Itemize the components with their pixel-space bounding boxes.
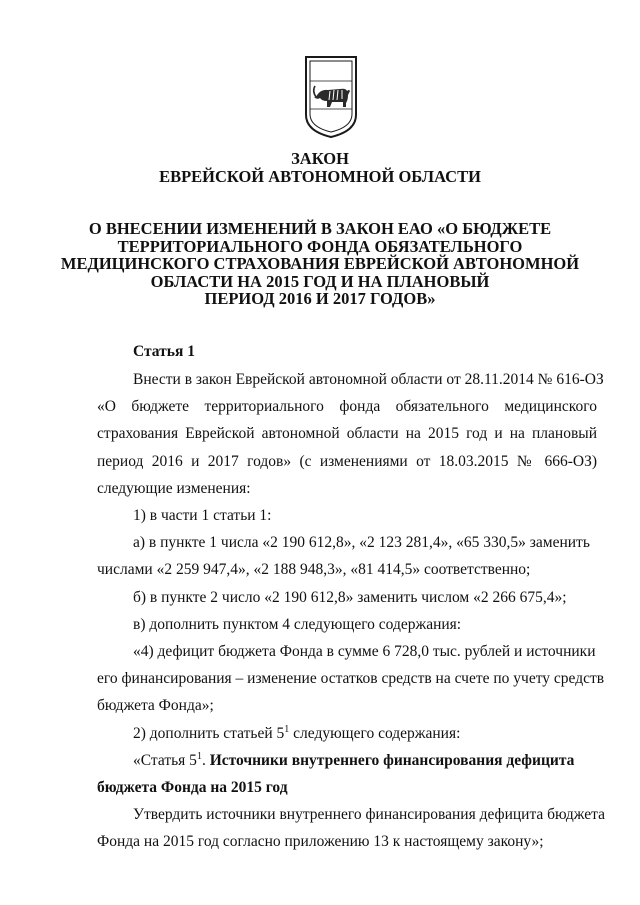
doc-type: ЗАКОН [291,149,349,168]
paragraph-line: в) дополнить пунктом 4 следующего содержания: [133,615,462,633]
paragraph-line: 1) в части 1 статьи 1: [133,507,272,525]
new-article-title-continued: бюджета Фонда на 2015 год [97,779,288,797]
new-article-label-dot: . [201,751,210,769]
new-article-heading-line [97,747,597,774]
paragraph-line: «4) дефицит бюджета Фонда в сумме 6 728,0 тыс. рублей и источники [133,643,596,661]
paragraph-line: бюджета Фонда»; [97,697,214,715]
new-article-title: Источники внутреннего финансирования дефицита [209,751,575,769]
new-article-label: «Статья 5 [133,751,197,769]
subject-line: МЕДИЦИНСКОГО СТРАХОВАНИЯ ЕВРЕЙСКОЙ АВТОНОМНОЙ [60,254,580,273]
add-article-suffix: следующего содержания: [289,724,461,742]
paragraph-line: период 2016 и 2017 годов» (с изменениями от 18.03.2015 № 666-ОЗ) [97,452,597,470]
subject-line: ОБЛАСТИ НА 2015 ГОД И НА ПЛАНОВЫЙ [150,271,490,291]
law-title [60,150,580,185]
superscript: 1 [284,723,290,735]
add-article-prefix: 2) дополнить статьей 5 [133,724,285,742]
superscript: 1 [196,750,202,762]
paragraph-line: а) в пункте 1 числа «2 190 612,8», «2 123 281,4», «65 330,5» заменить [133,534,590,552]
subject-line: ТЕРРИТОРИАЛЬНОГО ФОНДА ОБЯЗАТЕЛЬНОГО [117,236,523,256]
law-subject [60,220,580,308]
paragraph-line: его финансирования – изменение остатков средств на счете по учету средств [97,670,605,688]
subject-line: ПЕРИОД 2016 И 2017 ГОДОВ» [204,289,436,308]
paragraph-line: б) в пункте 2 число «2 190 612,8» заменить числом «2 266 675,4»; [133,588,567,606]
paragraph-line: Фонда на 2015 год согласно приложению 13 к настоящему закону»; [97,833,544,851]
paragraph-line: Внести в закон Еврейской автономной области от 28.11.2014 № 616-ОЗ [133,371,604,388]
paragraph-line: «О бюджете территориального фонда обязательного медицинского [97,398,597,416]
paragraph-line: числами «2 259 947,4», «2 188 948,3», «81 414,5» соответственно; [97,561,531,579]
article-body [97,366,605,856]
add-article-line [97,720,597,747]
paragraph-line: страхования Еврейской автономной области на 2015 год и на плановый [97,425,597,443]
region-name: ЕВРЕЙСКОЙ АВТОНОМНОЙ ОБЛАСТИ [159,166,481,186]
paragraph-line: Утвердить источники внутреннего финансирования дефицита бюджета [133,806,605,824]
coat-of-arms-tiger-icon [302,53,360,139]
paragraph-line: следующие изменения: [97,479,251,497]
article-heading: Статья 1 [133,343,195,360]
subject-line: О ВНЕСЕНИИ ИЗМЕНЕНИЙ В ЗАКОН ЕАО «О БЮДЖЕТЕ [88,219,552,238]
